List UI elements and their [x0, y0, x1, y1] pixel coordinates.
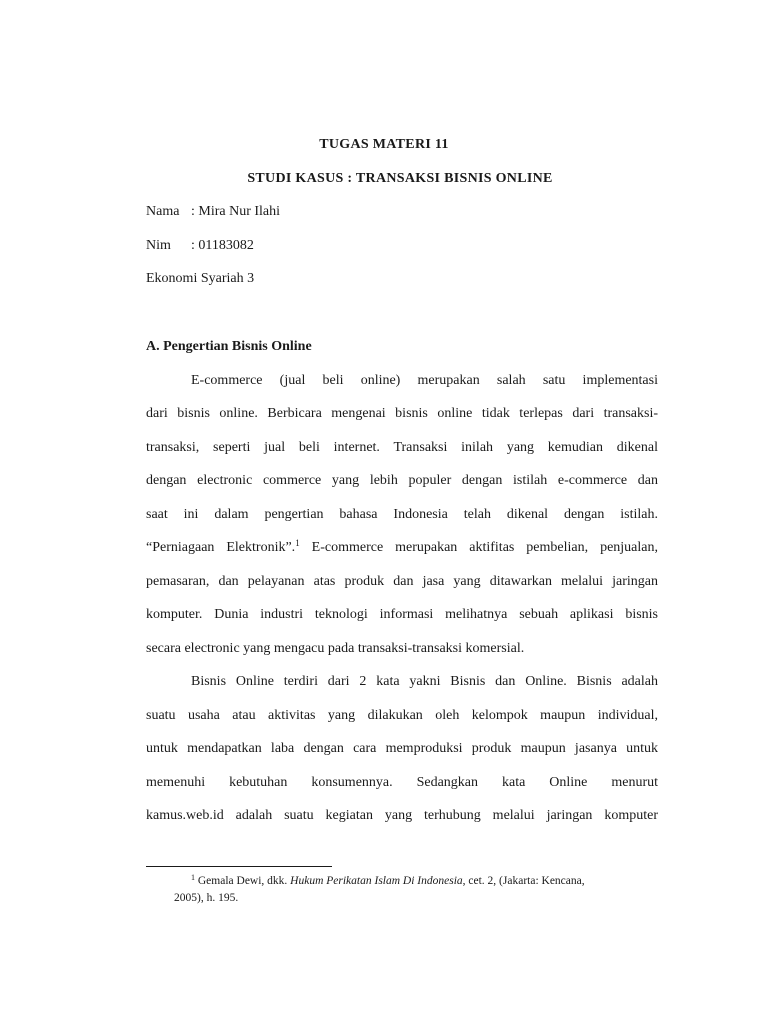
- document-subtitle: STUDI KASUS : TRANSAKSI BISNIS ONLINE: [247, 171, 553, 186]
- paragraph-2-line-2: suatu usaha atau aktivitas yang dilakukan oleh kelompok maupun individual,: [146, 708, 658, 723]
- footnote-separator: [146, 866, 332, 867]
- paragraph-2-line-3: untuk mendapatkan laba dengan cara memproduksi produk maupun jasanya untuk: [146, 741, 658, 756]
- quoted-term: “Perniagaan Elektronik”.: [146, 540, 296, 555]
- footnote-number: 1: [191, 873, 195, 882]
- paragraph-1-line-3: transaksi, seperti jual beli internet. Transaksi inilah yang kemudian dikenal: [146, 440, 658, 455]
- paragraph-1-line-4: dengan electronic commerce yang lebih populer dengan istilah e-commerce dan: [146, 473, 658, 488]
- class-line: Ekonomi Syariah 3: [146, 271, 255, 286]
- paragraph-1-line-8: komputer. Dunia industri teknologi informasi melihatnya sebuah aplikasi bisnis: [146, 607, 658, 622]
- document-title: TUGAS MATERI 11: [319, 137, 449, 152]
- footnote-book-title: Hukum Perikatan Islam Di Indonesia: [290, 875, 463, 887]
- nim-value: : 01183082: [191, 238, 254, 253]
- name-value: : Mira Nur Ilahi: [191, 204, 281, 219]
- footnote-author: Gemala Dewi, dkk.: [195, 875, 291, 887]
- footnote-details: , cet. 2, (Jakarta: Kencana,: [462, 875, 585, 887]
- footnote-line-2: 2005), h. 195.: [174, 892, 239, 904]
- paragraph-1-line-9: secara electronic yang mengacu pada transaksi-transaksi komersial.: [146, 641, 525, 656]
- paragraph-1-line-7: pemasaran, dan pelayanan atas produk dan jasa yang ditawarkan melalui jaringan: [146, 574, 658, 589]
- paragraph-1-line-6: [146, 540, 658, 556]
- nim-label: Nim: [146, 238, 171, 253]
- paragraph-2-line-1: Bisnis Online terdiri dari 2 kata yakni Bisnis dan Online. Bisnis adalah: [191, 674, 658, 689]
- paragraph-1-line-1: E-commerce (jual beli online) merupakan salah satu implementasi: [191, 373, 658, 388]
- footnote-line-1: [191, 875, 585, 887]
- name-label: Nama: [146, 204, 180, 219]
- footnote-reference: 1: [295, 538, 300, 548]
- paragraph-2-line-5: kamus.web.id adalah suatu kegiatan yang terhubung melalui jaringan komputer: [146, 808, 658, 823]
- paragraph-1-line-5: saat ini dalam pengertian bahasa Indonesia telah dikenal dengan istilah.: [146, 507, 658, 522]
- paragraph-2-line-4: memenuhi kebutuhan konsumennya. Sedangkan kata Online menurut: [146, 775, 658, 790]
- paragraph-1-line-2: dari bisnis online. Berbicara mengenai bisnis online tidak terlepas dari transaksi-: [146, 406, 658, 421]
- paragraph-1-line-6-rest: E-commerce merupakan aktifitas pembelian, penjualan,: [299, 540, 658, 555]
- section-heading: A. Pengertian Bisnis Online: [146, 339, 312, 354]
